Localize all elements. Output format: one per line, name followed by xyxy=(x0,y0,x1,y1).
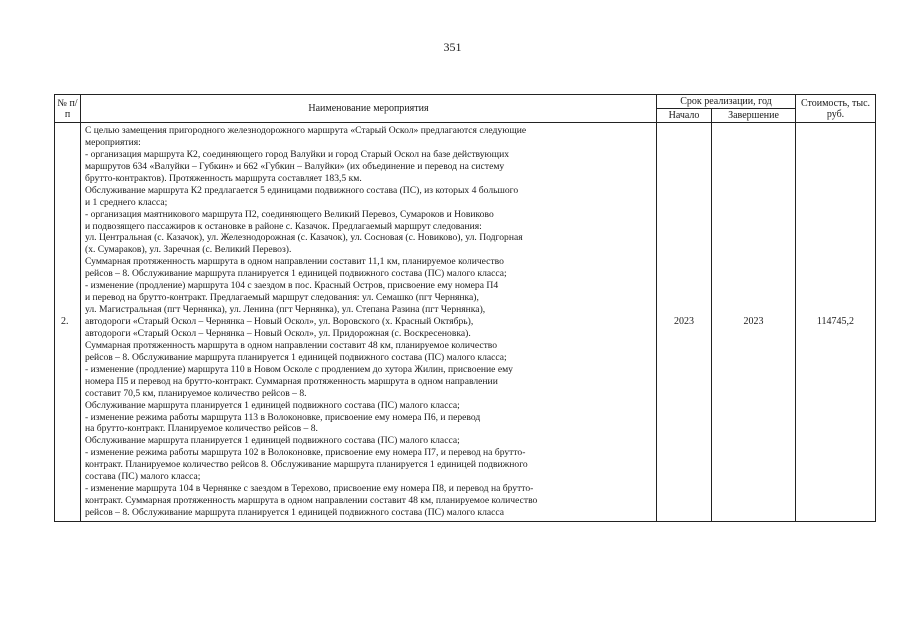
description-line: и подвозящего пассажиров к остановке в районе с. Казачок. Предлагаемый маршрут следования: xyxy=(85,220,482,232)
row-end-year: 2023 xyxy=(712,123,796,522)
description-line: С целью замещения пригородного железнодорожного маршрута «Старый Оскол» предлагаются следующие xyxy=(85,125,527,136)
description-line: и перевод на брутто-контракт. Предлагаемый маршрут следования: ул. Семашко (пгт Чернянка), xyxy=(85,292,479,304)
description-line: Суммарная протяженность маршрута в одном направлении составит 48 км, планируемое количество xyxy=(85,339,498,351)
description-line: Обслуживание маршрута планируется 1 единицей подвижного состава (ПС) малого класса; xyxy=(85,399,460,411)
description-lines xyxy=(85,125,652,519)
description-line: Обслуживание маршрута планируется 1 единицей подвижного состава (ПС) малого класса; xyxy=(85,435,460,447)
description-line: - организация маятникового маршрута П2, соединяющего Великий Перевоз, Сумароков и Новиково xyxy=(85,208,494,220)
row-cost: 114745,2 xyxy=(796,123,876,522)
description-line: Обслуживание маршрута К2 предлагается 5 единицами подвижного состава (ПС), из которых 4 большого xyxy=(85,184,519,196)
header-end: Завершение xyxy=(712,109,796,123)
header-name: Наименование мероприятия xyxy=(81,95,657,123)
description-line: рейсов – 8. Обслуживание маршрута планируется 1 единицей подвижного состава (ПС) малого класса; xyxy=(85,268,507,280)
header-num: № п/п xyxy=(55,95,81,123)
description-line: маршрутов 634 «Валуйки – Губкин» и 662 «Губкин – Валуйки» (их объединение и перевод на систему xyxy=(85,160,505,172)
description-line: - изменение режима работы маршрута 102 в Волоконовке, присвоение ему номера П7, и перевод на брутто- xyxy=(85,447,526,459)
description-line: составит 70,5 км, планируемое количество рейсов – 8. xyxy=(85,387,307,399)
header-cost: Стоимость, тыс. руб. xyxy=(796,95,876,123)
description-line: Суммарная протяженность маршрута в одном направлении составит 11,1 км, планируемое количество xyxy=(85,256,504,268)
description-line: - изменение маршрута 104 в Чернянке с заездом в Терехово, присвоение ему номера П8, и перевод на брутто- xyxy=(85,483,534,495)
header-period: Срок реализации, год xyxy=(657,95,796,109)
description-line: ул. Магистральная (пгт Чернянка), ул. Ленина (пгт Чернянка), ул. Степана Разина (пгт Чернянка), xyxy=(85,304,486,316)
description-line: номера П5 и перевод на брутто-контракт. Суммарная протяженность маршрута в одном направлении xyxy=(85,375,498,387)
row-number: 2. xyxy=(55,123,81,522)
description-line: и 1 среднего класса; xyxy=(85,196,168,208)
description-line: рейсов – 8. Обслуживание маршрута планируется 1 единицей подвижного состава (ПС) малого класса xyxy=(85,507,505,518)
description-line: контракт. Планируемое количество рейсов 8. Обслуживание маршрута планируется 1 единицей подвижного xyxy=(85,459,528,471)
description-line: - изменение (продление) маршрута 104 с заездом в пос. Красный Остров, присвоение ему номера П4 xyxy=(85,280,499,292)
description-line: автодороги «Старый Оскол – Чернянка – Новый Оскол», ул. Придорожная (с. Воскресеновка). xyxy=(85,327,471,339)
header-start: Начало xyxy=(657,109,712,123)
measures-table xyxy=(54,94,876,522)
description-line: состава (ПС) малого класса; xyxy=(85,471,201,483)
description-line: (х. Сумараков), ул. Заречная (с. Великий Перевоз). xyxy=(85,244,292,256)
table-row xyxy=(55,123,876,522)
row-start-year: 2023 xyxy=(657,123,712,522)
description-line: - изменение (продление) маршрута 110 в Новом Осколе с продлением до хутора Жилин, присвоение ему xyxy=(85,363,513,375)
description-line: автодороги «Старый Оскол – Чернянка – Новый Оскол», ул. Воровского (х. Красный Октябрь), xyxy=(85,316,474,327)
description-line: на брутто-контракт. Планируемое количество рейсов – 8. xyxy=(85,423,318,435)
description-line: мероприятия: xyxy=(85,136,141,148)
description-line: рейсов – 8. Обслуживание маршрута планируется 1 единицей подвижного состава (ПС) малого класса; xyxy=(85,351,507,363)
description-line: ул. Центральная (с. Казачок), ул. Железнодорожная (с. Казачок), ул. Сосновая (с. Новиково), ул. Подгорная xyxy=(85,232,523,244)
description-line: контракт. Суммарная протяженность маршрута в одном направлении составит 48 км, планируемое количество xyxy=(85,495,538,507)
description-line: - организация маршрута К2, соединяющего город Валуйки и город Старый Оскол на базе действующих xyxy=(85,148,510,160)
description-line: - изменение режима работы маршрута 113 в Волоконовке, присвоение ему номера П6, и перевод xyxy=(85,411,481,423)
row-description xyxy=(81,123,657,522)
description-line: брутто-контрактов). Протяженность маршрута составляет 183,5 км. xyxy=(85,172,362,184)
page-number: 351 xyxy=(443,40,462,54)
